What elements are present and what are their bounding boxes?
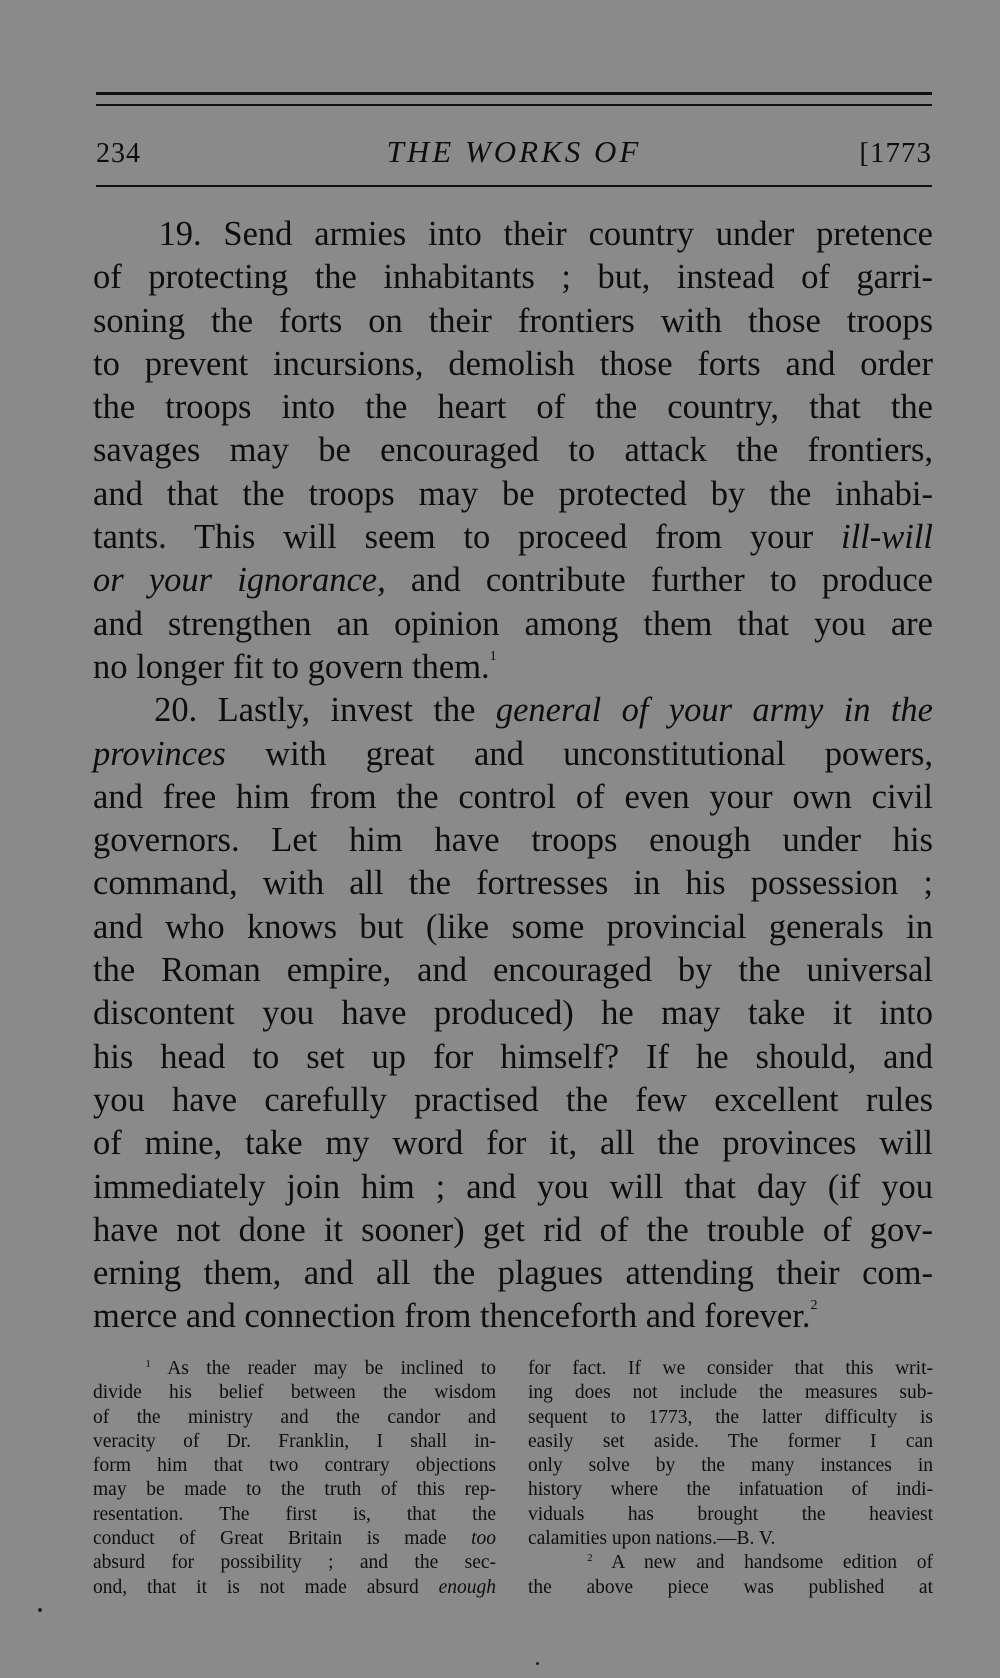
body-line	[93, 343, 933, 386]
body-line	[93, 733, 933, 776]
footnote-line	[93, 1406, 496, 1430]
text-run: sequent to 1773, the latter difficulty is	[528, 1406, 933, 1428]
footnote-marker: 1	[145, 1358, 151, 1370]
text-run: have not done it sooner) get rid of the trouble of gov-	[93, 1210, 933, 1249]
text-run: A new and handsome edition of	[592, 1552, 933, 1574]
text-run: with great and unconstitutional powers,	[225, 734, 933, 773]
text-run: and free him from the control of even your own civil	[93, 777, 933, 816]
footnote-line	[93, 1454, 496, 1478]
text-run: of the ministry and the candor and	[93, 1406, 496, 1428]
text-run: 19. Send armies into their country under pretence	[93, 215, 933, 253]
text-run: tants. This will seem to proceed from your	[93, 518, 841, 557]
text-run: and strengthen an opinion among them that you are	[93, 604, 933, 643]
text-run: immediately join him ; and you will that day (if you	[93, 1167, 933, 1206]
footnote-line	[528, 1454, 933, 1478]
body-line	[93, 862, 933, 905]
footnote-line	[93, 1381, 496, 1405]
text-run: savages may be encouraged to attack the frontiers,	[93, 431, 933, 470]
body-line	[93, 386, 933, 429]
body-line	[93, 300, 933, 343]
running-header	[96, 134, 932, 174]
text-run: and contribute further to produce	[385, 561, 933, 600]
body-line	[93, 1166, 933, 1209]
text-run: form him that two contrary objections	[93, 1455, 496, 1477]
text-run: viduals has brought the heaviest	[528, 1503, 933, 1525]
body-line	[93, 213, 933, 256]
header-year: [1773	[859, 137, 932, 169]
text-run: merce and connection from thenceforth and forever.	[93, 1297, 811, 1336]
italic-text: general of your army in the	[495, 691, 933, 730]
text-run: and who knows but (like some provincial generals in	[93, 907, 933, 946]
top-rule-thin	[96, 104, 932, 106]
body-line	[93, 906, 933, 949]
footnote-line	[528, 1381, 933, 1405]
body-line	[93, 992, 933, 1035]
text-run: you have carefully practised the few excellent rules	[93, 1080, 933, 1119]
body-line	[93, 603, 933, 646]
text-run: for fact. If we consider that this writ-	[528, 1358, 933, 1379]
paper-speck	[38, 1608, 42, 1612]
footnote-line	[93, 1551, 496, 1575]
body-line	[93, 1209, 933, 1252]
body-line	[93, 646, 933, 689]
text-run: As the reader may be inclined to	[150, 1358, 496, 1379]
footnote-marker: 2	[587, 1552, 593, 1565]
footnote-marker: 2	[810, 1298, 818, 1314]
footnote-line	[93, 1527, 496, 1551]
page-number: 234	[96, 138, 141, 169]
body-line	[93, 473, 933, 516]
text-run	[528, 1552, 587, 1573]
text-run: easily set aside. The former I can	[528, 1430, 933, 1452]
text-run: ing does not include the measures sub-	[528, 1382, 933, 1404]
italic-text: provinces	[93, 734, 226, 773]
running-title: THE WORKS OF	[386, 134, 642, 169]
footnote-line	[528, 1406, 933, 1430]
footnote-line	[528, 1357, 933, 1381]
text-run: to prevent incursions, demolish those forts and order	[93, 344, 933, 383]
italic-text: too	[471, 1528, 496, 1550]
body-line	[93, 949, 933, 992]
text-run: soning the forts on their frontiers with those troops	[93, 301, 933, 340]
footnote-line	[528, 1576, 933, 1600]
header-rule	[96, 185, 932, 187]
text-run: calamities upon nations.—B. V.	[528, 1528, 776, 1550]
footnote-column-left	[93, 1357, 496, 1600]
text-run: his head to set up for himself? If he should, and	[93, 1037, 933, 1076]
text-run: ond, that it is not made absurd	[93, 1576, 439, 1598]
text-run: discontent you have produced) he may take it into	[93, 994, 933, 1033]
body-line	[93, 776, 933, 819]
body-line	[93, 689, 933, 732]
text-run: only solve by the many instances in	[528, 1455, 933, 1477]
text-run: divide his belief between the wisdom	[93, 1382, 496, 1404]
text-run: erning them, and all the plagues attending their com-	[93, 1254, 933, 1293]
body-line	[93, 429, 933, 472]
text-run: the Roman empire, and encouraged by the universal	[93, 951, 933, 990]
body-line	[93, 819, 933, 862]
footnote-line	[528, 1478, 933, 1502]
body-text	[93, 213, 933, 1339]
footnote-line	[93, 1478, 496, 1502]
top-rule	[96, 92, 932, 95]
text-run: resentation. The first is, that the	[93, 1503, 496, 1525]
body-line	[93, 1036, 933, 1079]
body-line	[93, 1252, 933, 1295]
text-run: and that the troops may be protected by the inhabi-	[93, 474, 933, 513]
paper-speck	[536, 1662, 539, 1665]
text-run: the troops into the heart of the country, that the	[93, 388, 933, 427]
text-run: absurd for possibility ; and the sec-	[93, 1552, 496, 1574]
text-run: veracity of Dr. Franklin, I shall in-	[93, 1430, 496, 1452]
text-run: command, with all the fortresses in his possession ;	[93, 864, 933, 903]
text-run: of mine, take my word for it, all the provinces will	[93, 1124, 933, 1163]
footnote-line	[528, 1551, 933, 1575]
body-line	[93, 559, 933, 602]
text-run: governors. Let him have troops enough under his	[93, 821, 933, 860]
footnote-marker: 1	[489, 648, 497, 664]
body-line	[93, 1079, 933, 1122]
footnote-line	[528, 1503, 933, 1527]
footnote-line	[528, 1430, 933, 1454]
text-run: of protecting the inhabitants ; but, instead of garri-	[93, 258, 933, 297]
text-run: no longer fit to govern them.	[93, 647, 490, 686]
text-run: the above piece was published at	[528, 1576, 933, 1598]
body-line	[93, 1295, 933, 1338]
footnote-line	[93, 1430, 496, 1454]
italic-text: ill-will	[840, 518, 933, 557]
text-run	[93, 1358, 145, 1379]
body-line	[93, 256, 933, 299]
text-run: history where the infatuation of indi-	[528, 1479, 933, 1501]
text-run: 20. Lastly, invest the	[93, 691, 496, 730]
body-line	[93, 1122, 933, 1165]
footnote-line	[528, 1527, 933, 1551]
italic-text: or your ignorance,	[93, 561, 386, 600]
footnote-line	[93, 1503, 496, 1527]
italic-text: enough	[438, 1576, 496, 1598]
body-line	[93, 516, 933, 559]
footnote-line	[93, 1357, 496, 1381]
text-run: may be made to the truth of this rep-	[93, 1479, 496, 1501]
footnote-line	[93, 1576, 496, 1600]
footnote-column-right	[528, 1357, 933, 1600]
text-run: conduct of Great Britain is made	[93, 1528, 472, 1550]
